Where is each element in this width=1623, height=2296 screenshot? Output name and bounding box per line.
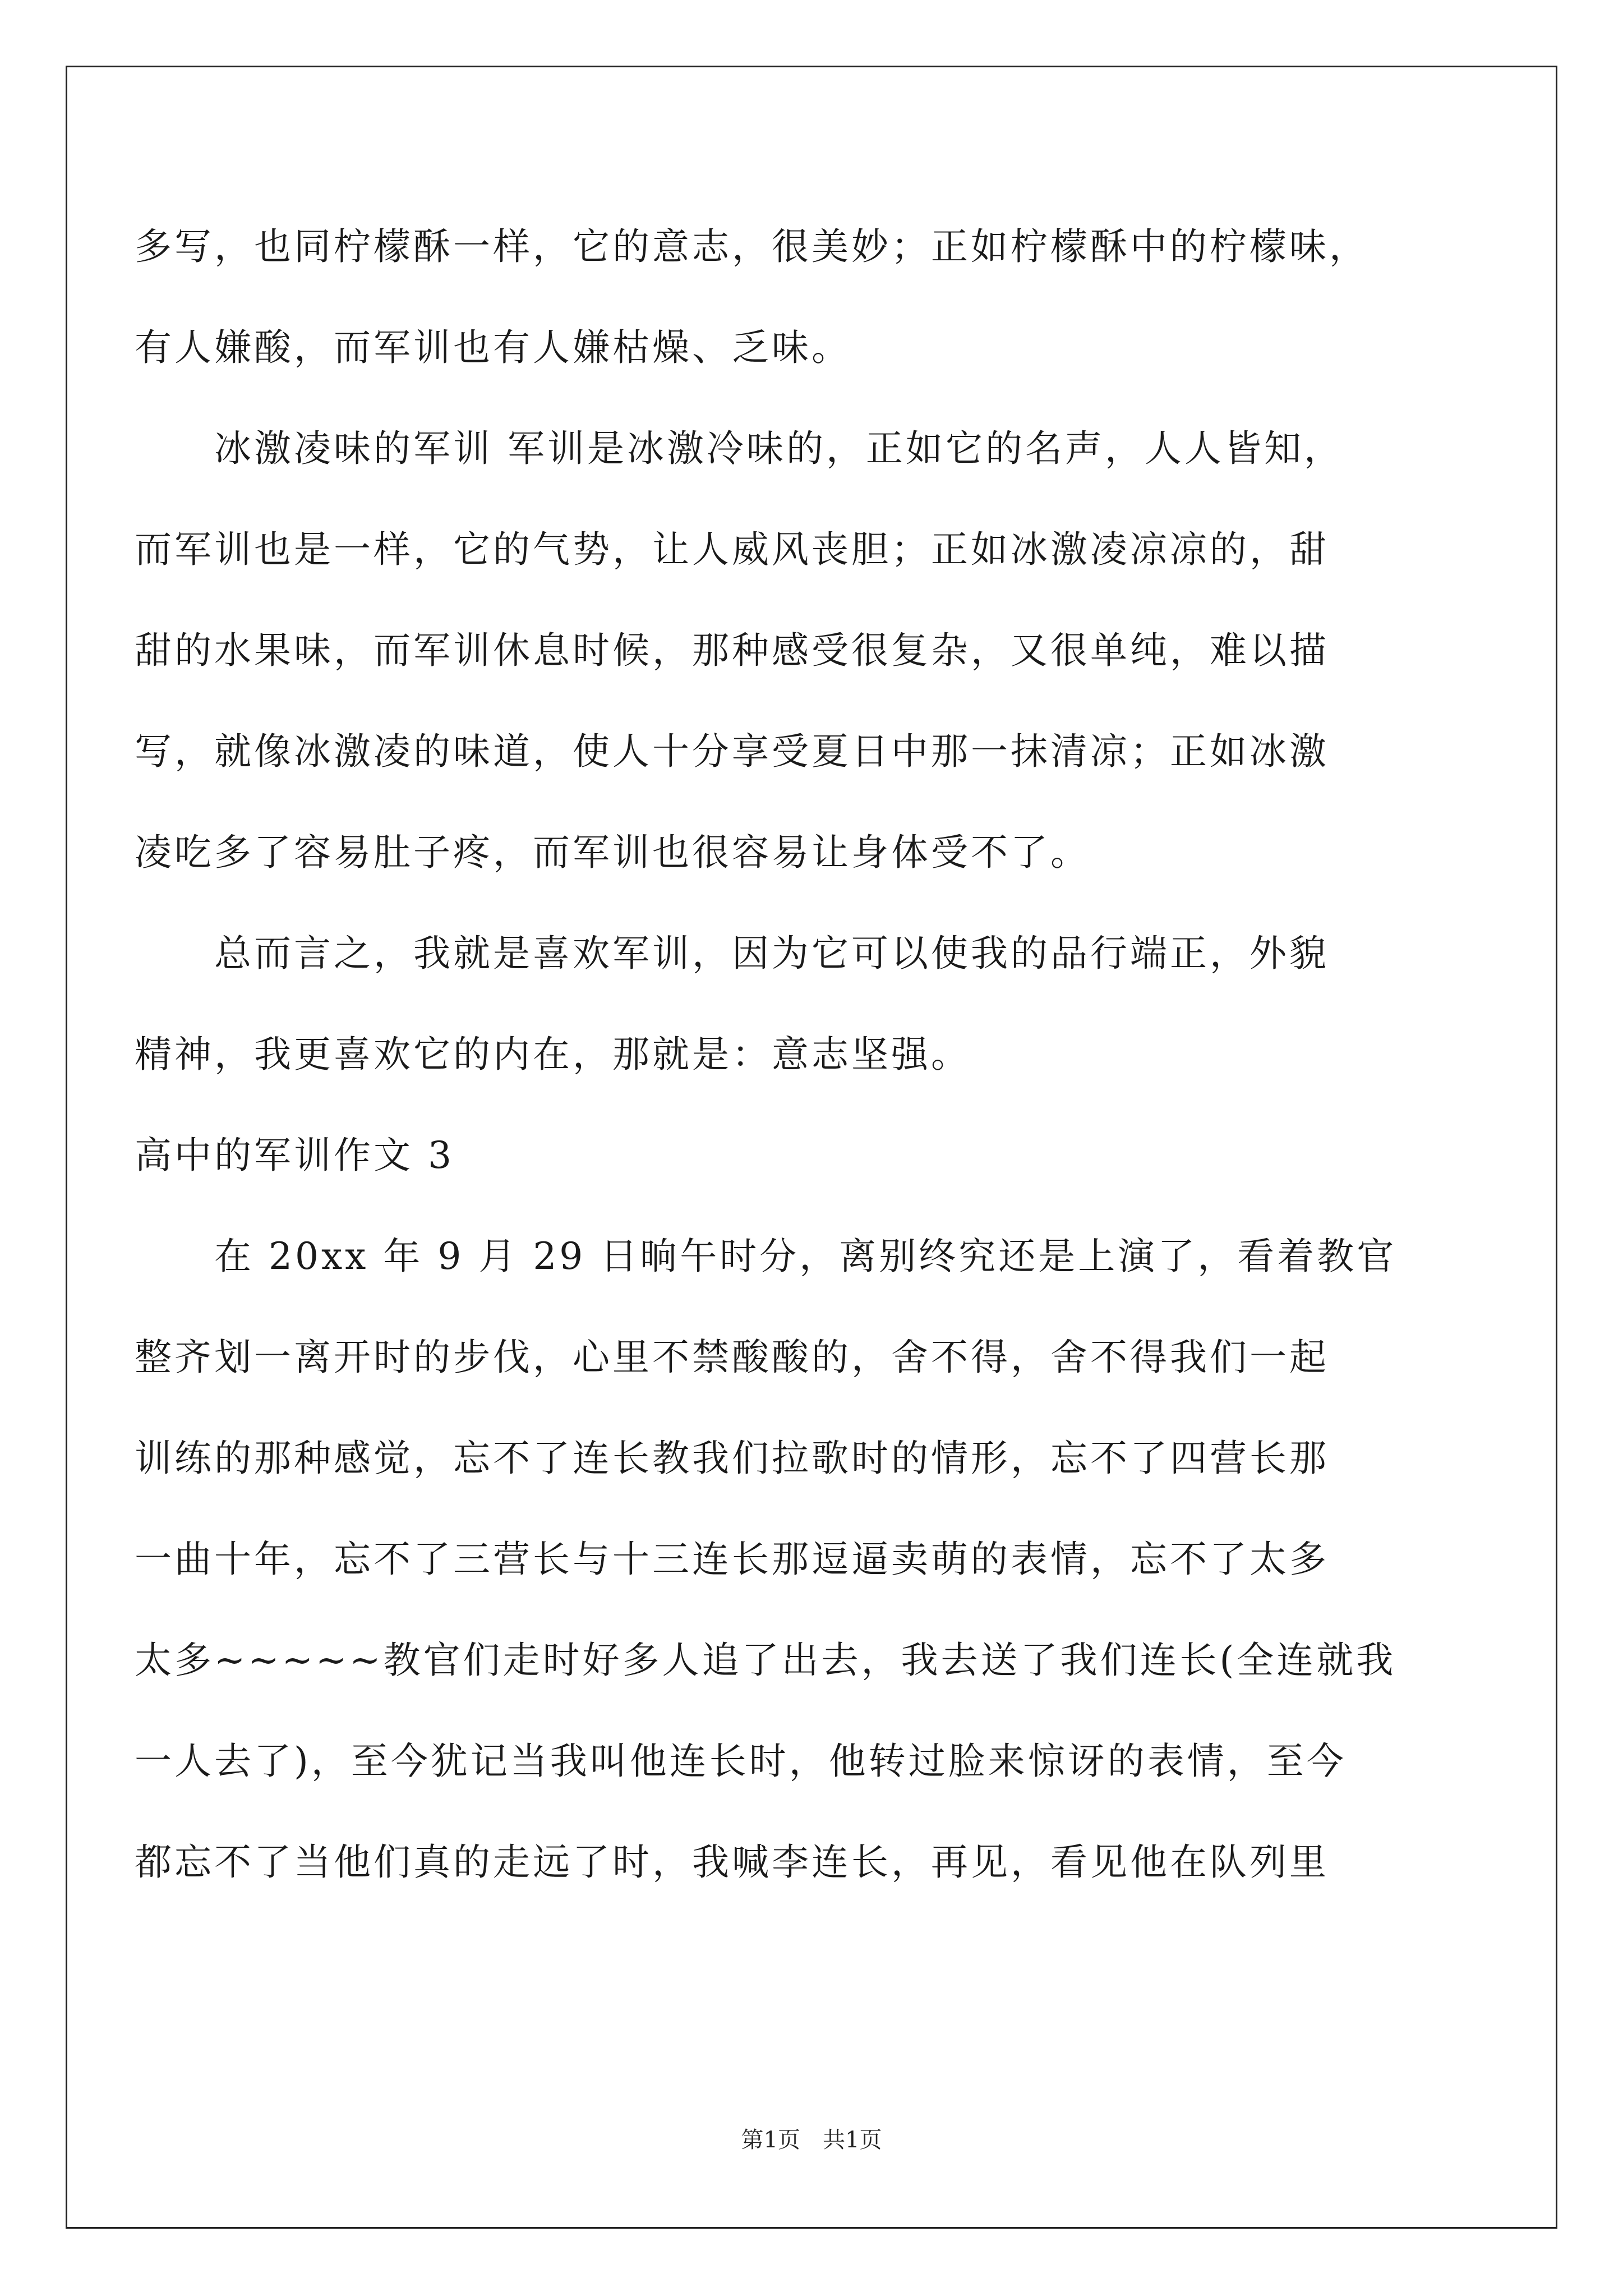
text-line: 一人去了)，至今犹记当我叫他连长时，他转过脸来惊讶的表情，至今 — [135, 1740, 1347, 1783]
text-line: 太多~~~~~教官们走时好多人追了出去，我去送了我们连长(全连就我 — [135, 1639, 1396, 1682]
text-line: 多写，也同柠檬酥一样，它的意志，很美妙；正如柠檬酥中的柠檬味， — [135, 225, 1369, 268]
text-line: 整齐划一离开时的步伐，心里不禁酸酸的，舍不得，舍不得我们一起 — [135, 1336, 1329, 1379]
page-number-footer: 第1页 共1页 — [741, 2127, 882, 2153]
text-line: 而军训也是一样，它的气势，让人威风丧胆；正如冰激凌凉凉的，甜 — [135, 528, 1329, 571]
text-line: 精神，我更喜欢它的内在，那就是：意志坚强。 — [135, 1033, 971, 1076]
text-line: 凌吃多了容易肚子疼，而军训也很容易让身体受不了。 — [135, 831, 1090, 874]
section-heading: 高中的军训作文 3 — [135, 1134, 454, 1177]
text-line: 写，就像冰激凌的味道，使人十分享受夏日中那一抹清凉；正如冰激 — [135, 730, 1329, 773]
text-line: 甜的水果味，而军训休息时候，那种感受很复杂，又很单纯，难以描 — [135, 629, 1329, 672]
text-line: 一曲十年，忘不了三营长与十三连长那逗逼卖萌的表情，忘不了太多 — [135, 1538, 1329, 1581]
text-line: 训练的那种感觉，忘不了连长教我们拉歌时的情形，忘不了四营长那 — [135, 1437, 1329, 1480]
paragraph-line: 总而言之，我就是喜欢军训，因为它可以使我的品行端正，外貌 — [135, 932, 1329, 975]
text-line: 都忘不了当他们真的走远了时，我喊李连长，再见，看见他在队列里 — [135, 1841, 1329, 1884]
text-line: 有人嫌酸，而军训也有人嫌枯燥、乏味。 — [135, 326, 851, 369]
paragraph-line: 冰激凌味的军训 军训是冰激冷味的，正如它的名声，人人皆知， — [135, 427, 1344, 470]
paragraph-line: 在 20xx 年 9 月 29 日晌午时分，离别终究还是上演了，看着教官 — [135, 1235, 1397, 1278]
